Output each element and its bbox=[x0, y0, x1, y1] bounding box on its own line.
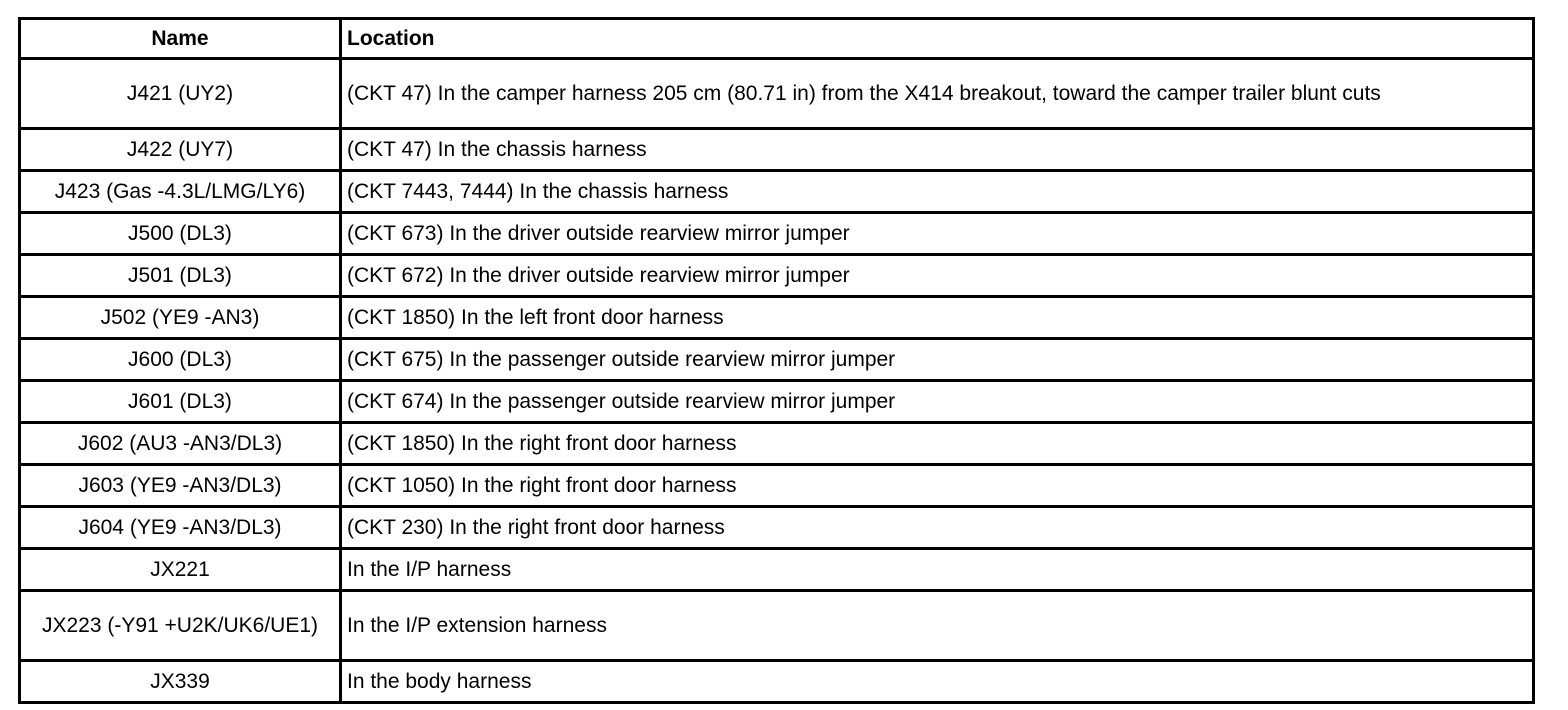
splice-location-table bbox=[18, 17, 1535, 704]
location-column-header: Location bbox=[341, 19, 1534, 59]
location-cell: (CKT 674) In the passenger outside rearview mirror jumper bbox=[341, 381, 1534, 423]
name-cell: J601 (DL3) bbox=[20, 381, 341, 423]
table-row bbox=[20, 213, 1534, 255]
name-cell: J600 (DL3) bbox=[20, 339, 341, 381]
table-row bbox=[20, 297, 1534, 339]
location-cell: (CKT 1850) In the right front door harness bbox=[341, 423, 1534, 465]
name-cell: J603 (YE9 -AN3/DL3) bbox=[20, 465, 341, 507]
location-cell: In the I/P extension harness bbox=[341, 591, 1534, 661]
table-row bbox=[20, 661, 1534, 703]
table-row bbox=[20, 255, 1534, 297]
name-column-header: Name bbox=[20, 19, 341, 59]
location-cell: (CKT 1050) In the right front door harness bbox=[341, 465, 1534, 507]
table-row bbox=[20, 339, 1534, 381]
location-cell: (CKT 672) In the driver outside rearview mirror jumper bbox=[341, 255, 1534, 297]
table-row bbox=[20, 591, 1534, 661]
location-cell: In the body harness bbox=[341, 661, 1534, 703]
name-cell: J501 (DL3) bbox=[20, 255, 341, 297]
location-cell: In the I/P harness bbox=[341, 549, 1534, 591]
table-row bbox=[20, 381, 1534, 423]
location-cell: (CKT 673) In the driver outside rearview mirror jumper bbox=[341, 213, 1534, 255]
name-cell: JX223 (-Y91 +U2K/UK6/UE1) bbox=[20, 591, 341, 661]
name-cell: J422 (UY7) bbox=[20, 129, 341, 171]
name-cell: J423 (Gas -4.3L/LMG/LY6) bbox=[20, 171, 341, 213]
table-row bbox=[20, 507, 1534, 549]
location-cell: (CKT 7443, 7444) In the chassis harness bbox=[341, 171, 1534, 213]
location-cell: (CKT 675) In the passenger outside rearview mirror jumper bbox=[341, 339, 1534, 381]
table-row bbox=[20, 423, 1534, 465]
location-cell: (CKT 1850) In the left front door harness bbox=[341, 297, 1534, 339]
name-cell: J604 (YE9 -AN3/DL3) bbox=[20, 507, 341, 549]
table-row bbox=[20, 171, 1534, 213]
location-cell: (CKT 47) In the camper harness 205 cm (80.71 in) from the X414 breakout, toward the camper trailer blunt cuts bbox=[341, 59, 1534, 129]
name-cell: JX221 bbox=[20, 549, 341, 591]
table-row bbox=[20, 549, 1534, 591]
location-cell: (CKT 47) In the chassis harness bbox=[341, 129, 1534, 171]
table-header-row bbox=[20, 19, 1534, 59]
name-cell: J602 (AU3 -AN3/DL3) bbox=[20, 423, 341, 465]
table-row bbox=[20, 129, 1534, 171]
table-row bbox=[20, 465, 1534, 507]
name-cell: J502 (YE9 -AN3) bbox=[20, 297, 341, 339]
name-cell: J500 (DL3) bbox=[20, 213, 341, 255]
name-cell: J421 (UY2) bbox=[20, 59, 341, 129]
location-cell: (CKT 230) In the right front door harness bbox=[341, 507, 1534, 549]
table-row bbox=[20, 59, 1534, 129]
name-cell: JX339 bbox=[20, 661, 341, 703]
